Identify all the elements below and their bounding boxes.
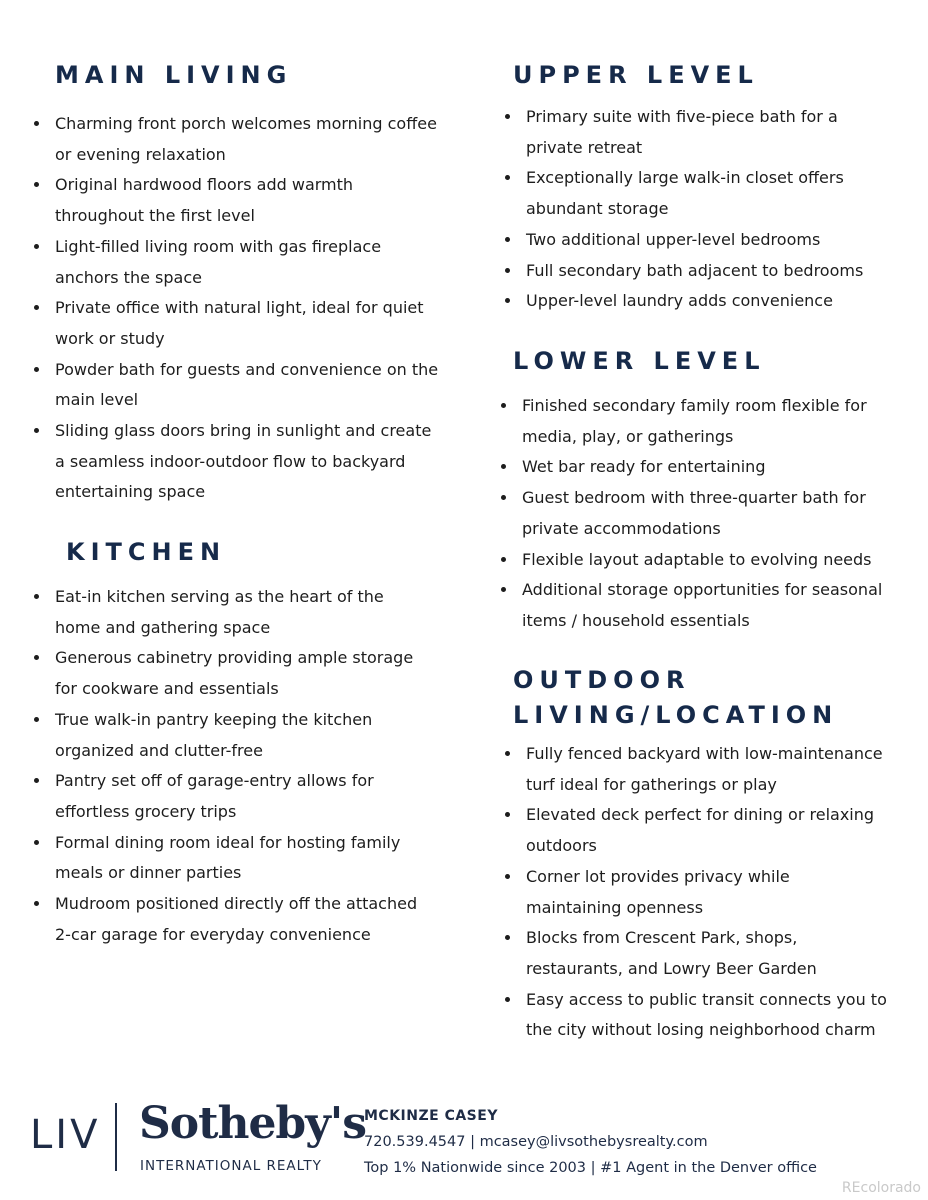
list-item: Upper-level laundry adds convenience	[505, 286, 916, 317]
list-item: Original hardwood floors add warmth throughout the first level	[34, 170, 375, 231]
bullet-list	[505, 739, 905, 1046]
watermark: REcolorado	[841, 1180, 921, 1196]
list-item: Finished secondary family room flexible for media, play, or gatherings	[501, 391, 877, 452]
bullet-list	[34, 582, 454, 950]
section-heading: KITCHEN	[66, 538, 227, 566]
list-item: Private office with natural light, ideal for quiet work or study	[34, 293, 427, 354]
bullet-list	[505, 102, 905, 317]
agent-contact: 720.539.4547 | mcasey@livsothebysrealty.com	[364, 1134, 708, 1150]
agent-name: MCKINZE CASEY	[364, 1108, 498, 1124]
list-item: Mudroom positioned directly off the attached 2-car garage for everyday convenience	[34, 889, 425, 950]
section-main-living	[34, 58, 454, 508]
section-upper-level	[505, 58, 905, 317]
list-item: Full secondary bath adjacent to bedrooms	[505, 256, 916, 287]
list-item: Formal dining room ideal for hosting family meals or dinner parties	[34, 828, 405, 889]
list-item: Exceptionally large walk-in closet offers abundant storage	[505, 163, 856, 224]
liv-logo-text: LIV	[30, 1112, 101, 1158]
list-item: Additional storage opportunities for seasonal items / household essentials	[501, 575, 897, 636]
list-item: Easy access to public transit connects you to the city without losing neighborhood charm	[505, 985, 904, 1046]
section-heading: MAIN LIVING	[55, 61, 293, 89]
sothebys-logo-text: Sotheby's	[139, 1098, 367, 1149]
list-item: Corner lot provides privacy while maintaining openness	[505, 862, 826, 923]
section-outdoor-living	[505, 663, 905, 1046]
section-kitchen	[34, 535, 454, 950]
list-item: Wet bar ready for entertaining	[501, 452, 912, 483]
logo-subtitle: INTERNATIONAL REALTY	[140, 1158, 322, 1174]
list-item: Powder bath for guests and convenience on the main level	[34, 355, 440, 416]
bullet-list	[501, 391, 901, 637]
agent-tagline: Top 1% Nationwide since 2003 | #1 Agent in the Denver office	[364, 1160, 817, 1176]
section-heading: UPPER LEVEL	[513, 61, 759, 89]
list-item: Flexible layout adaptable to evolving needs	[501, 545, 917, 576]
list-item: Guest bedroom with three-quarter bath for private accommodations	[501, 483, 877, 544]
section-heading: LOWER LEVEL	[513, 347, 766, 375]
list-item: True walk-in pantry keeping the kitchen organized and clutter-free	[34, 705, 380, 766]
bullet-list	[34, 109, 454, 508]
section-lower-level	[501, 344, 901, 637]
list-item: Charming front porch welcomes morning coffee or evening relaxation	[34, 109, 437, 170]
list-item: Blocks from Crescent Park, shops, restaurants, and Lowry Beer Garden	[505, 923, 826, 984]
list-item: Two additional upper-level bedrooms	[505, 225, 906, 256]
section-heading: OUTDOOR LIVING/LOCATION	[513, 666, 839, 729]
list-item: Pantry set off of garage-entry allows for effortless grocery trips	[34, 766, 380, 827]
list-item: Primary suite with five-piece bath for a private retreat	[505, 102, 846, 163]
list-item: Generous cabinetry providing ample storage for cookware and essentials	[34, 643, 415, 704]
list-item: Elevated deck perfect for dining or relaxing outdoors	[505, 800, 891, 861]
list-item: Fully fenced backyard with low-maintenance turf ideal for gatherings or play	[505, 739, 896, 800]
list-item: Eat-in kitchen serving as the heart of the home and gathering space	[34, 582, 385, 643]
list-item: Light-filled living room with gas fireplace anchors the space	[34, 232, 395, 293]
logo-divider	[115, 1103, 117, 1171]
list-item: Sliding glass doors bring in sunlight and create a seamless indoor-outdoor flow to backyard entertaining space	[34, 416, 437, 508]
